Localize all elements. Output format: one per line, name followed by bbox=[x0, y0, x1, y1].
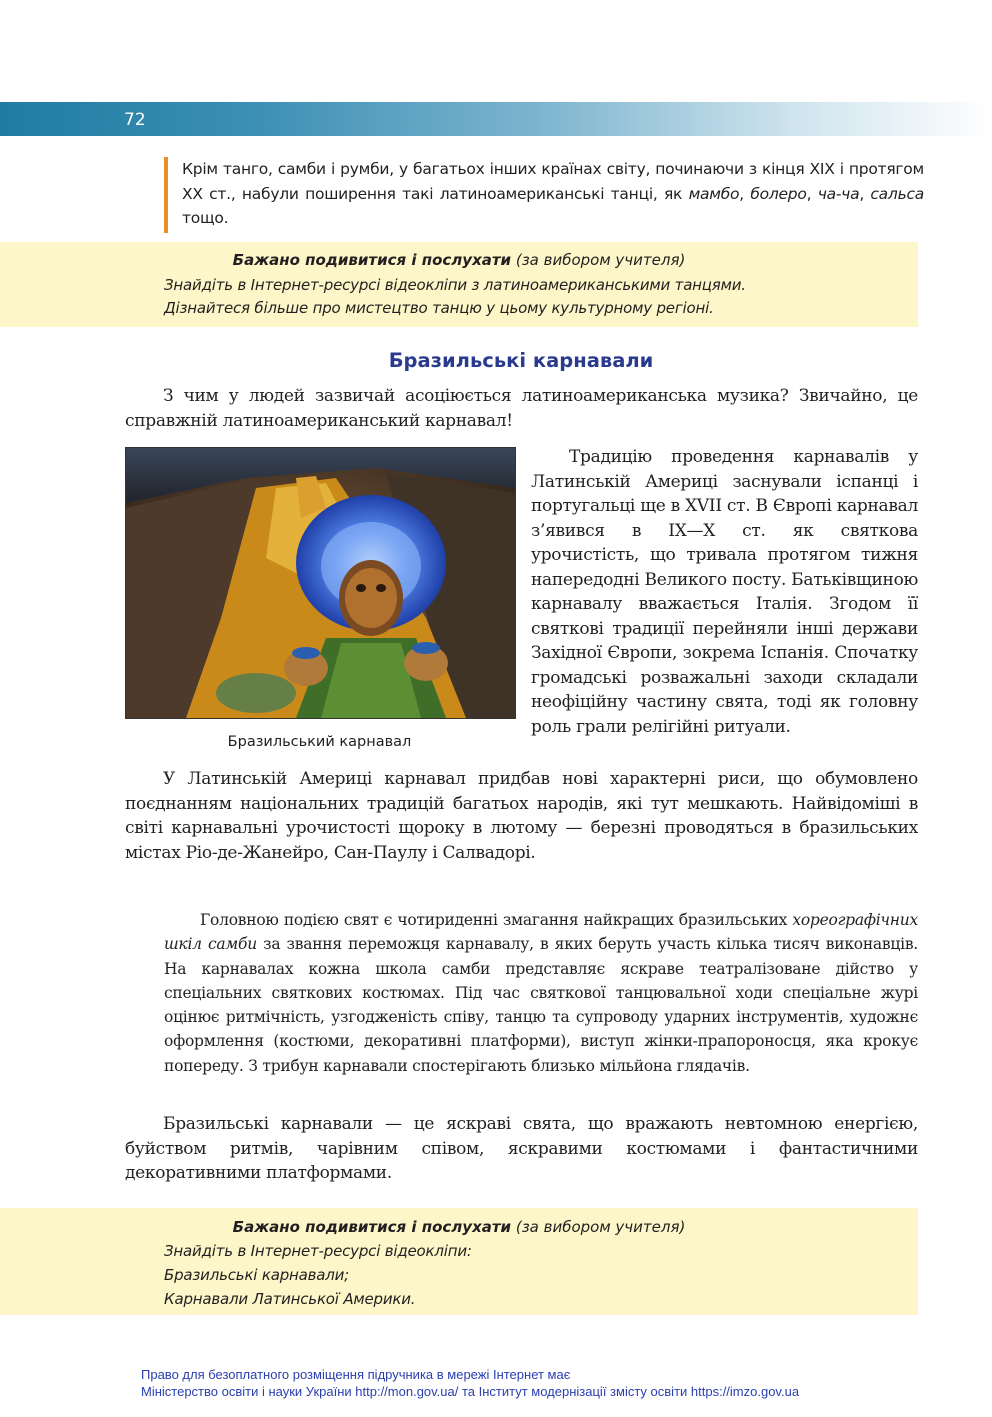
box-line: Карнавали Латинської Америки. bbox=[164, 1290, 416, 1308]
box-line: Знайдіть в Інтернет-ресурсі відеокліпи з латиноамериканськими танцями. bbox=[164, 276, 746, 294]
photo-caption: Бразильський карнавал bbox=[227, 734, 412, 750]
box-line: Бразильські карнавали; bbox=[164, 1266, 350, 1284]
box-line: Знайдіть в Інтернет-ресурсі відеокліпи: bbox=[164, 1242, 472, 1260]
footer-copyright: Право для безоплатного розміщення підручника в мережі Інтернет має bbox=[141, 1367, 571, 1382]
intro-text: Крім танго, самби і румби, у багатьох інших країнах світу, починаючи з кінця XIX і протягом XX ст., набули поширення такі латиноамериканські танці, як мамбо, болеро, ча-ча, сальса тощо. bbox=[182, 160, 924, 227]
carnival-photo bbox=[125, 447, 516, 719]
watch-listen-box-1 bbox=[0, 242, 918, 327]
paragraph-samba-schools: Головною подією свят є чотириденні змагання найкращих бразильських хореографічних шкіл самби за звання переможця карнавалу, в яких беруть участь кілька тисяч виконавців. На карнавалах кожна школа самби представляє яскраве театралізоване дійство у спеціальних святкових костюмах. Під час святкової танцювальної ходи спеціальне журі оцінює ритмічність, узгодженість співу, танцю та супроводу ударних інструментів, художнє оформлення (костюми, декоративні платформи), виступ жінки-прапороносця, яка крокує попереду. З трибун карнавали спостерігають близько мільйона глядачів. bbox=[164, 911, 918, 1075]
intro-callout bbox=[164, 157, 928, 233]
page-number: 72 bbox=[124, 110, 146, 130]
paragraph-latin-america: У Латинській Америці карнавал придбав нові характерні риси, що обумовлено поєднанням національних традицій багатьох народів, які тут мешкають. Найвідоміші в світі карнавальні урочистості щороку в лютому — березні проводяться в бразильських містах Ріо-де-Жанейро, Сан-Паулу і Салвадорі. bbox=[125, 769, 918, 863]
paragraph-history: Традицію проведення карнавалів у Латинській Америці заснували іспанці і португальці ще в XVII ст. В Європі карнавал з’явився в IX—X ст. як святкова урочистість, що тривала протягом тижня напередодні Великого посту. Батьківщиною карнавалу вважається Італія. Згодом її святкові традиції перейняли інші держави Західної Європи, зокрема Іспанія. Спочатку громадські розважальні заходи складали неофіційну частину свята, тоді як головну роль грали релігійні ритуали. bbox=[531, 447, 918, 737]
section-title: Бразильські карнавали bbox=[388, 349, 654, 372]
box-heading: Бажано подивитися і послухати (за вибором учителя) bbox=[232, 251, 686, 269]
watch-listen-box-2 bbox=[0, 1208, 918, 1315]
paragraph-question: З чим у людей зазвичай асоціюється латиноамериканська музика? Звичайно, це справжній латиноамериканський карнавал! bbox=[125, 386, 918, 431]
header-bar bbox=[0, 102, 992, 136]
box-heading: Бажано подивитися і послухати (за вибором учителя) bbox=[232, 1218, 686, 1236]
footer-links[interactable]: Міністерство освіти і науки України http://mon.gov.ua/ та Інститут модернізації змісту освіти https://imzo.gov.ua bbox=[141, 1384, 800, 1399]
paragraph-conclusion: Бразильські карнавали — це яскраві свята, що вражають невтомною енергією, буйством ритмів, чарівним співом, яскравими костюмами і фантастичними декоративними платформами. bbox=[125, 1114, 918, 1183]
box-line: Дізнайтеся більше про мистецтво танцю у цьому культурному регіоні. bbox=[164, 299, 714, 317]
